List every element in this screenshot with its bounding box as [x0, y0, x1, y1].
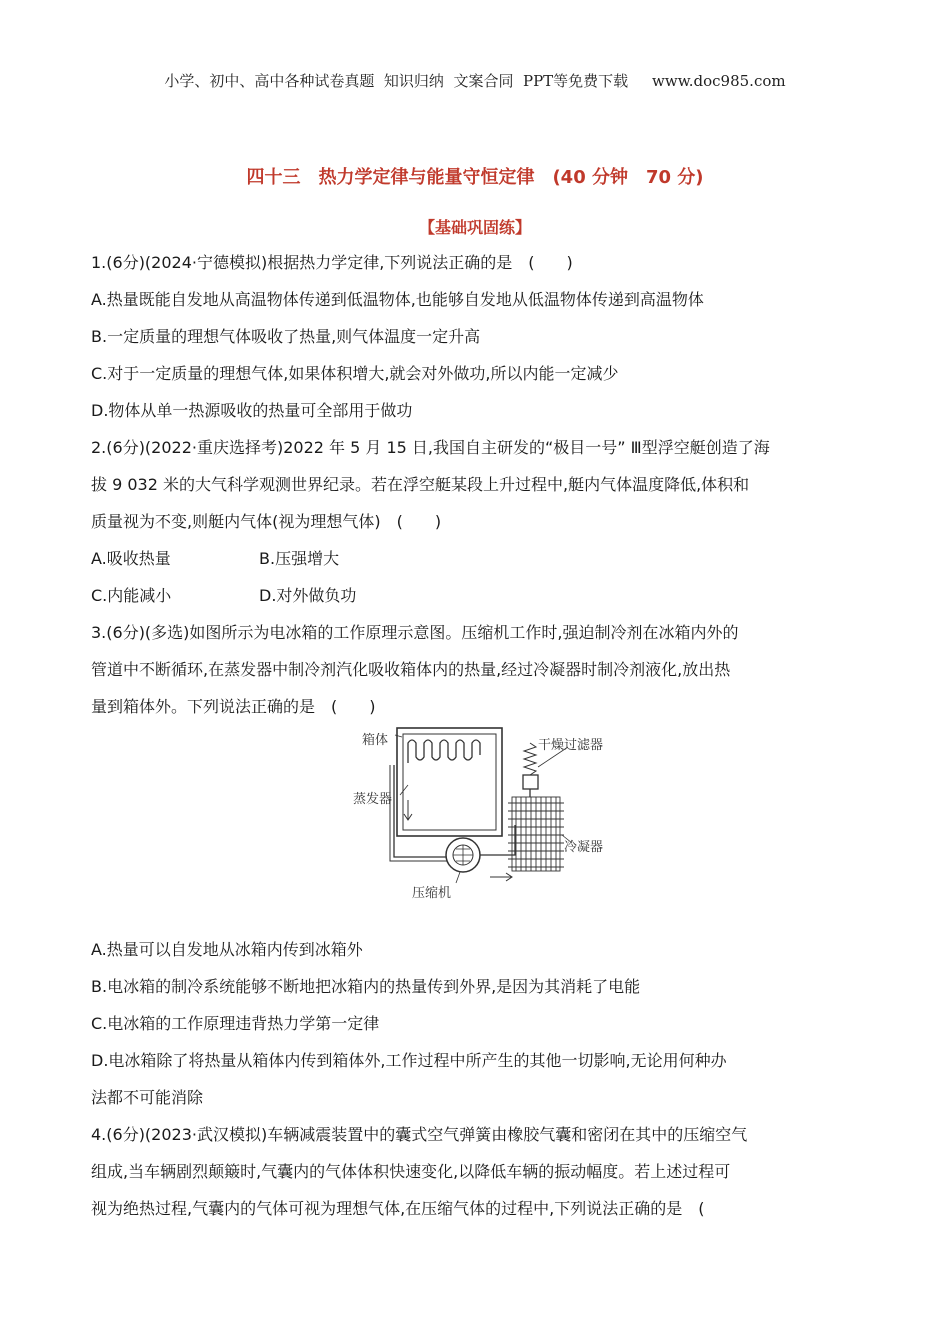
refrigerator-diagram [350, 725, 620, 905]
question-4-stem-line-2: 组成,当车辆剧烈颠簸时,气囊内的气体体积快速变化,以降低车辆的振动幅度。若上述过程可 [91, 1162, 731, 1181]
box-inner [403, 734, 496, 830]
question-3-option-c: C.电冰箱的工作原理违背热力学第一定律 [91, 1014, 380, 1033]
question-3-stem-line-3: 量到箱体外。下列说法正确的是 ( ) [91, 697, 376, 716]
question-3-stem-line-1: 3.(6分)(多选)如图所示为电冰箱的工作原理示意图。压缩机工作时,强迫制冷剂在冰箱内外的 [91, 623, 739, 642]
question-2-option-b: B.压强增大 [259, 549, 340, 568]
question-2-options-row-2 [91, 577, 866, 614]
drier-filter [523, 775, 538, 789]
filter-spring [524, 743, 536, 775]
leader-compressor [456, 872, 460, 883]
question-3-option-a: A.热量可以自发地从冰箱内传到冰箱外 [91, 940, 363, 959]
flow-arrow-down [404, 800, 412, 820]
leader-evaporator [400, 785, 408, 795]
label-compressor: 压缩机 [412, 886, 452, 901]
label-condenser: 冷凝器 [564, 840, 604, 855]
flow-arrow-right [490, 873, 512, 881]
label-filter: 干燥过滤器 [538, 738, 604, 753]
question-2-stem-line-2: 拔 9 032 米的大气科学观测世界纪录。若在浮空艇某段上升过程中,艇内气体温度降低,体积和 [91, 475, 750, 494]
pipe-left-outer [390, 765, 450, 861]
question-3 [91, 614, 866, 725]
question-4-stem-line-3: 视为绝热过程,气囊内的气体可视为理想气体,在压缩气体的过程中,下列说法正确的是 ( [91, 1199, 705, 1218]
question-2-options-row-1 [91, 540, 866, 577]
question-2-option-c: C.内能减小 [91, 586, 172, 605]
question-1 [91, 244, 866, 429]
question-3-option-d-line-1: D.电冰箱除了将热量从箱体内传到箱体外,工作过程中所产生的其他一切影响,无论用何种办 [91, 1051, 727, 1070]
condenser-coil [508, 797, 564, 871]
question-2-stem-line-3: 质量视为不变,则艇内气体(视为理想气体) ( ) [91, 512, 442, 531]
question-2-option-a: A.吸收热量 [91, 549, 171, 568]
box-outer [397, 728, 502, 836]
question-2-option-d: D.对外做负功 [259, 586, 357, 605]
refrigerator-diagram-svg [350, 725, 620, 905]
section-heading: 【基础巩固练】 [418, 218, 531, 237]
question-2 [91, 429, 866, 614]
question-1-option-b: B.一定质量的理想气体吸收了热量,则气体温度一定升高 [91, 327, 481, 346]
question-1-option-a: A.热量既能自发地从高温物体传递到低温物体,也能够自发地从低温物体传递到高温物体 [91, 290, 704, 309]
question-1-option-d: D.物体从单一热源吸收的热量可全部用于做功 [91, 401, 413, 420]
question-2-stem-line-1: 2.(6分)(2022·重庆选择考)2022 年 5 月 15 日,我国自主研发的“极目一号” Ⅲ型浮空艇创造了海 [91, 438, 770, 457]
pipe-left [394, 765, 450, 857]
question-1-stem: 1.(6分)(2024·宁德模拟)根据热力学定律,下列说法正确的是 ( ) [91, 253, 573, 272]
label-box: 箱体 [362, 733, 389, 748]
question-4-stem-line-1: 4.(6分)(2023·武汉模拟)车辆减震装置中的囊式空气弹簧由橡胶气囊和密闭在其中的压缩空气 [91, 1125, 748, 1144]
label-evaporator: 蒸发器 [353, 792, 393, 807]
question-4 [91, 1116, 866, 1227]
question-3-stem-line-2: 管道中不断循环,在蒸发器中制冷剂汽化吸收箱体内的热量,经过冷凝器时制冷剂液化,放出热 [91, 660, 731, 679]
question-3-option-d-line-2: 法都不可能消除 [91, 1088, 204, 1107]
evaporator-coil [408, 740, 480, 763]
page-title: 四十三 热力学定律与能量守恒定律 (40 分钟 70 分) [246, 167, 704, 188]
condenser-fins [516, 797, 556, 871]
question-3-options [91, 931, 866, 1116]
page-header: 小学、初中、高中各种试卷真题 知识归纳 文案合同 PPT等免费下载 www.doc985.com [164, 72, 786, 90]
leader-box [395, 735, 402, 737]
question-3-option-b: B.电冰箱的制冷系统能够不断地把冰箱内的热量传到外界,是因为其消耗了电能 [91, 977, 641, 996]
question-1-option-c: C.对于一定质量的理想气体,如果体积增大,就会对外做功,所以内能一定减少 [91, 364, 619, 383]
